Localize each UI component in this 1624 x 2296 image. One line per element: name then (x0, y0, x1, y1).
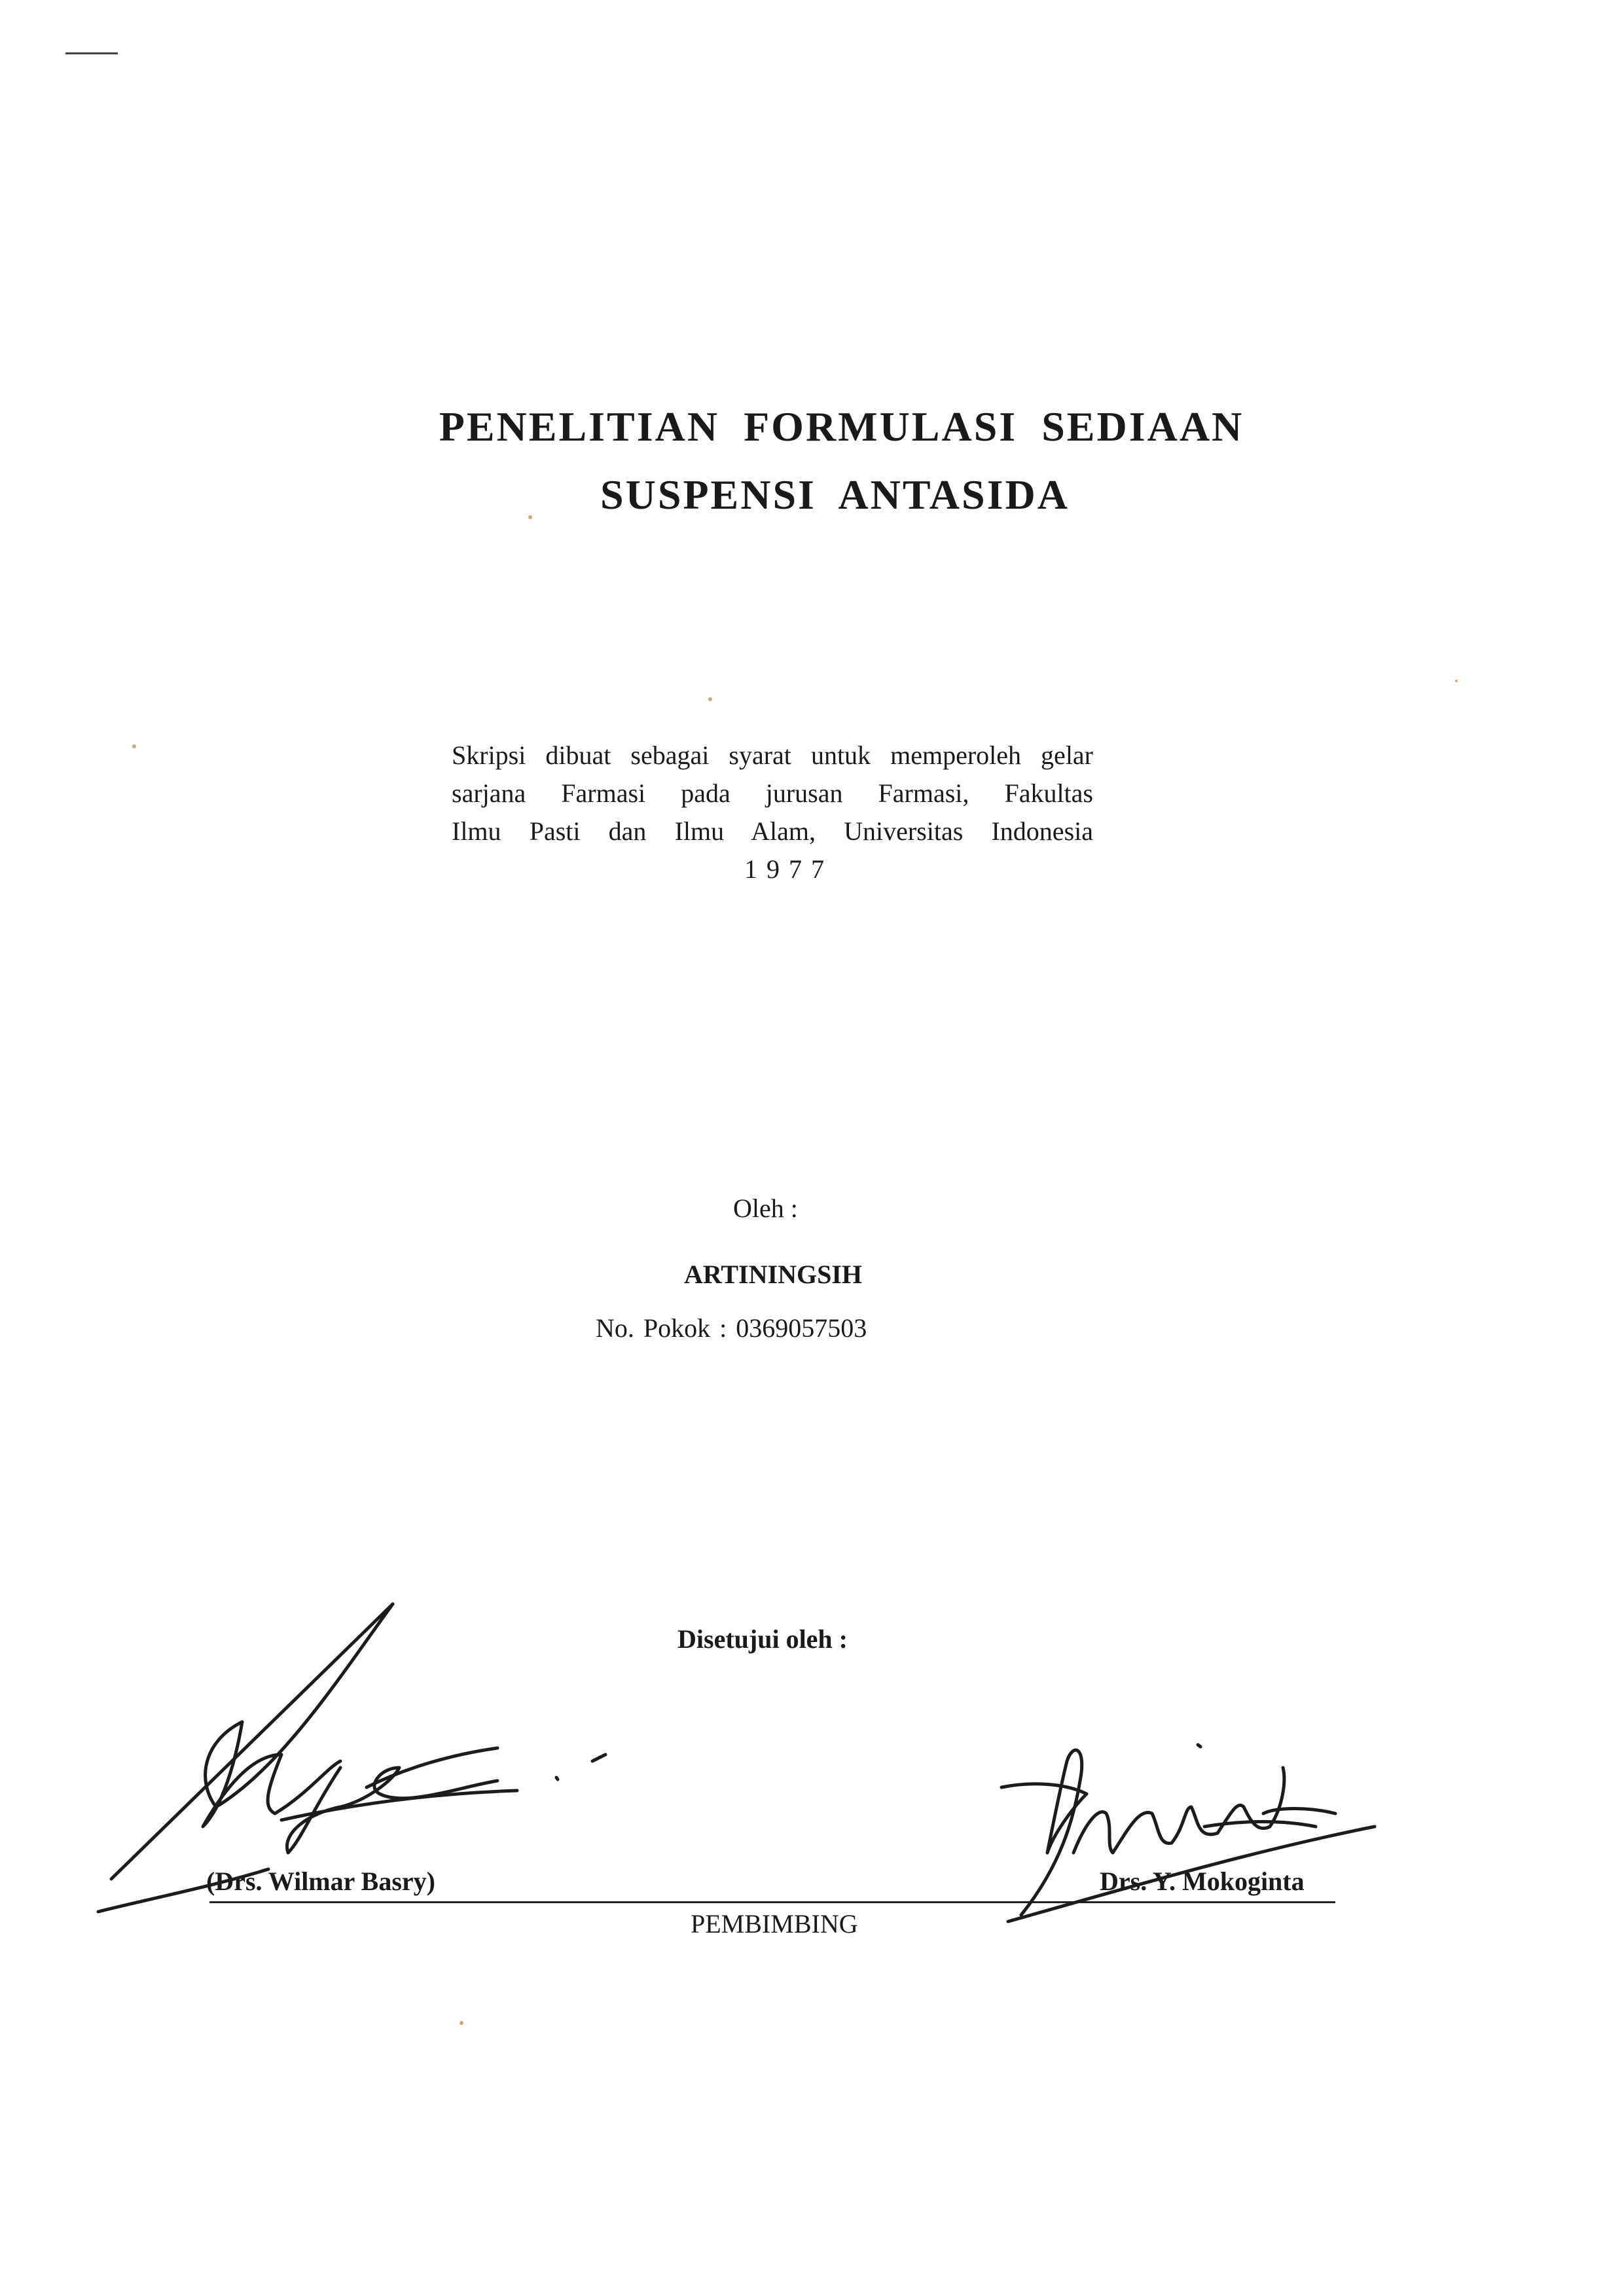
purpose-line-2: sarjana Farmasi pada jurusan Farmasi, Fakultas (452, 778, 1093, 808)
advisor-left-name: (Drs. Wilmar Basry) (206, 1867, 435, 1896)
title-line-1: PENELITIAN FORMULASI SEDIAAN (439, 403, 1244, 450)
approved-by-label: Disetujui oleh : (677, 1624, 848, 1654)
student-number: No. Pokok : 0369057503 (596, 1313, 867, 1343)
year: 1977 (744, 854, 833, 884)
advisor-right-name: Drs. Y. Mokoginta (1100, 1867, 1305, 1896)
advisor-role: PEMBIMBING (691, 1909, 858, 1939)
by-label: Oleh : (733, 1194, 798, 1223)
purpose-line-3: Ilmu Pasti dan Ilmu Alam, Universitas Indonesia (452, 816, 1093, 846)
purpose-line-1: Skripsi dibuat sebagai syarat untuk memperoleh gelar (452, 740, 1093, 770)
scan-specks (132, 515, 1458, 2025)
author-name: ARTININGSIH (684, 1260, 862, 1289)
title-line-2: SUSPENSI ANTASIDA (600, 471, 1070, 518)
signature-right (1001, 1745, 1375, 1922)
signature-left (98, 1604, 605, 1912)
